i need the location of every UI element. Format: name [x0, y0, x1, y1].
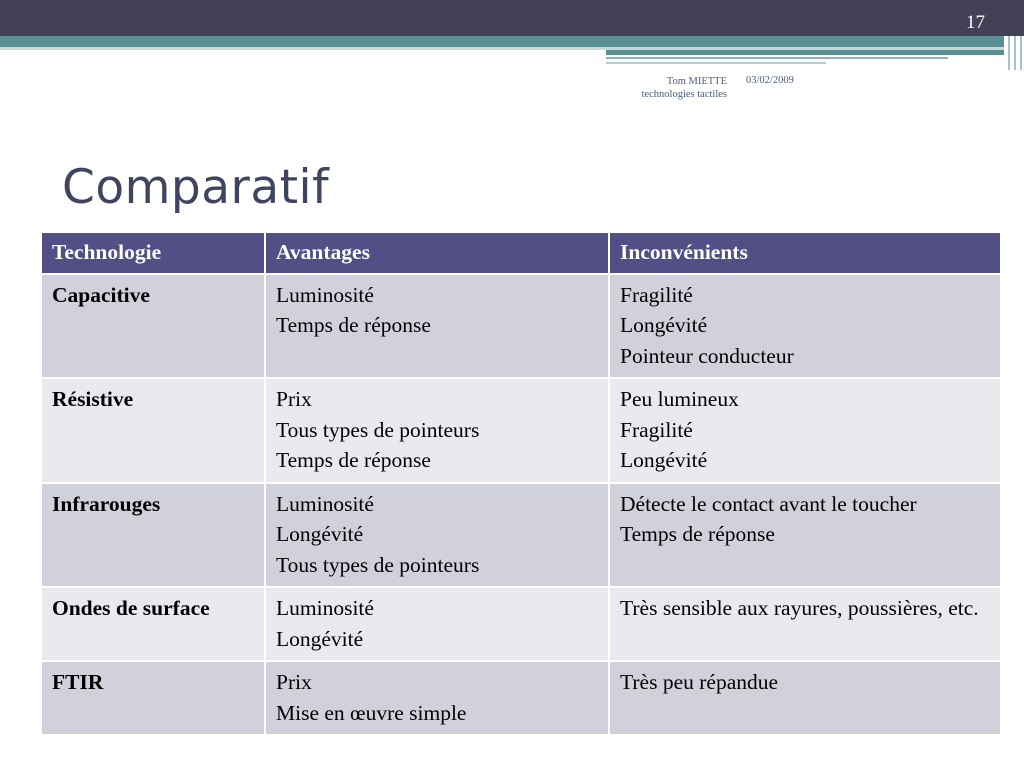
drawback-item: Très peu répandue: [620, 670, 779, 694]
technology-cell: Infrarouges: [41, 483, 265, 588]
advantage-item: Mise en œuvre simple: [276, 700, 467, 725]
table-row: [41, 274, 1001, 379]
technology-cell: Résistive: [41, 378, 265, 483]
advantage-item: Luminosité: [276, 491, 374, 516]
drawbacks-cell: [609, 378, 1001, 483]
drawback-item: Peu lumineux: [620, 387, 739, 411]
decorative-line: [1020, 36, 1022, 70]
table-row: [41, 378, 1001, 483]
advantages-cell: [265, 274, 609, 379]
accent-band: [0, 36, 1004, 47]
technology-cell: Ondes de surface: [41, 587, 265, 661]
drawbacks-cell: [609, 483, 1001, 588]
technology-cell: FTIR: [41, 661, 265, 735]
advantage-item: Longévité: [276, 626, 364, 651]
drawbacks-cell: [609, 661, 1001, 735]
drawback-item: Temps de réponse: [620, 522, 775, 546]
advantage-item: Tous types de pointeurs: [276, 417, 480, 442]
advantages-cell: [265, 661, 609, 735]
column-header-drawbacks: Inconvénients: [609, 232, 1001, 274]
column-header-advantages: Avantages: [265, 232, 609, 274]
technology-cell: Capacitive: [41, 274, 265, 379]
decorative-line: [1014, 36, 1016, 70]
advantages-cell: [265, 483, 609, 588]
table-row: [41, 587, 1001, 661]
comparison-table: [40, 231, 1002, 736]
advantage-item: Prix: [276, 387, 312, 411]
advantage-item: Luminosité: [276, 282, 374, 307]
advantages-cell: [265, 378, 609, 483]
footer-author-subject: [620, 75, 727, 101]
drawbacks-cell: [609, 587, 1001, 661]
decorative-line: [606, 57, 948, 59]
advantage-item: Prix: [276, 670, 312, 694]
drawback-item: Longévité: [620, 313, 708, 337]
column-header-technology: Technologie: [41, 232, 265, 274]
drawback-item: Fragilité: [620, 282, 693, 307]
drawback-item: Très sensible aux rayures, poussières, etc.: [620, 596, 979, 620]
advantage-item: Longévité: [276, 522, 364, 546]
footer-date: 03/02/2009: [746, 75, 794, 86]
advantage-item: Temps de réponse: [276, 313, 431, 337]
advantage-item: Luminosité: [276, 596, 374, 620]
table-header-row: [41, 232, 1001, 274]
advantage-item: Temps de réponse: [276, 448, 431, 472]
decorative-line: [1008, 36, 1010, 70]
table-row: [41, 483, 1001, 588]
slide-title: Comparatif: [62, 160, 330, 215]
slide-number: 17: [966, 12, 985, 33]
advantage-item: Tous types de pointeurs: [276, 552, 480, 577]
drawbacks-cell: [609, 274, 1001, 379]
table-row: [41, 661, 1001, 735]
drawback-item: Longévité: [620, 448, 708, 472]
advantages-cell: [265, 587, 609, 661]
decorative-line: [606, 50, 1004, 55]
drawback-item: Pointeur conducteur: [620, 343, 794, 368]
drawback-item: Détecte le contact avant le toucher: [620, 491, 917, 516]
drawback-item: Fragilité: [620, 417, 693, 442]
footer-author: Tom MIETTE: [666, 76, 727, 87]
footer-subject: technologies tactiles: [641, 89, 727, 100]
top-bar: [0, 0, 1024, 36]
decorative-line: [606, 62, 826, 64]
